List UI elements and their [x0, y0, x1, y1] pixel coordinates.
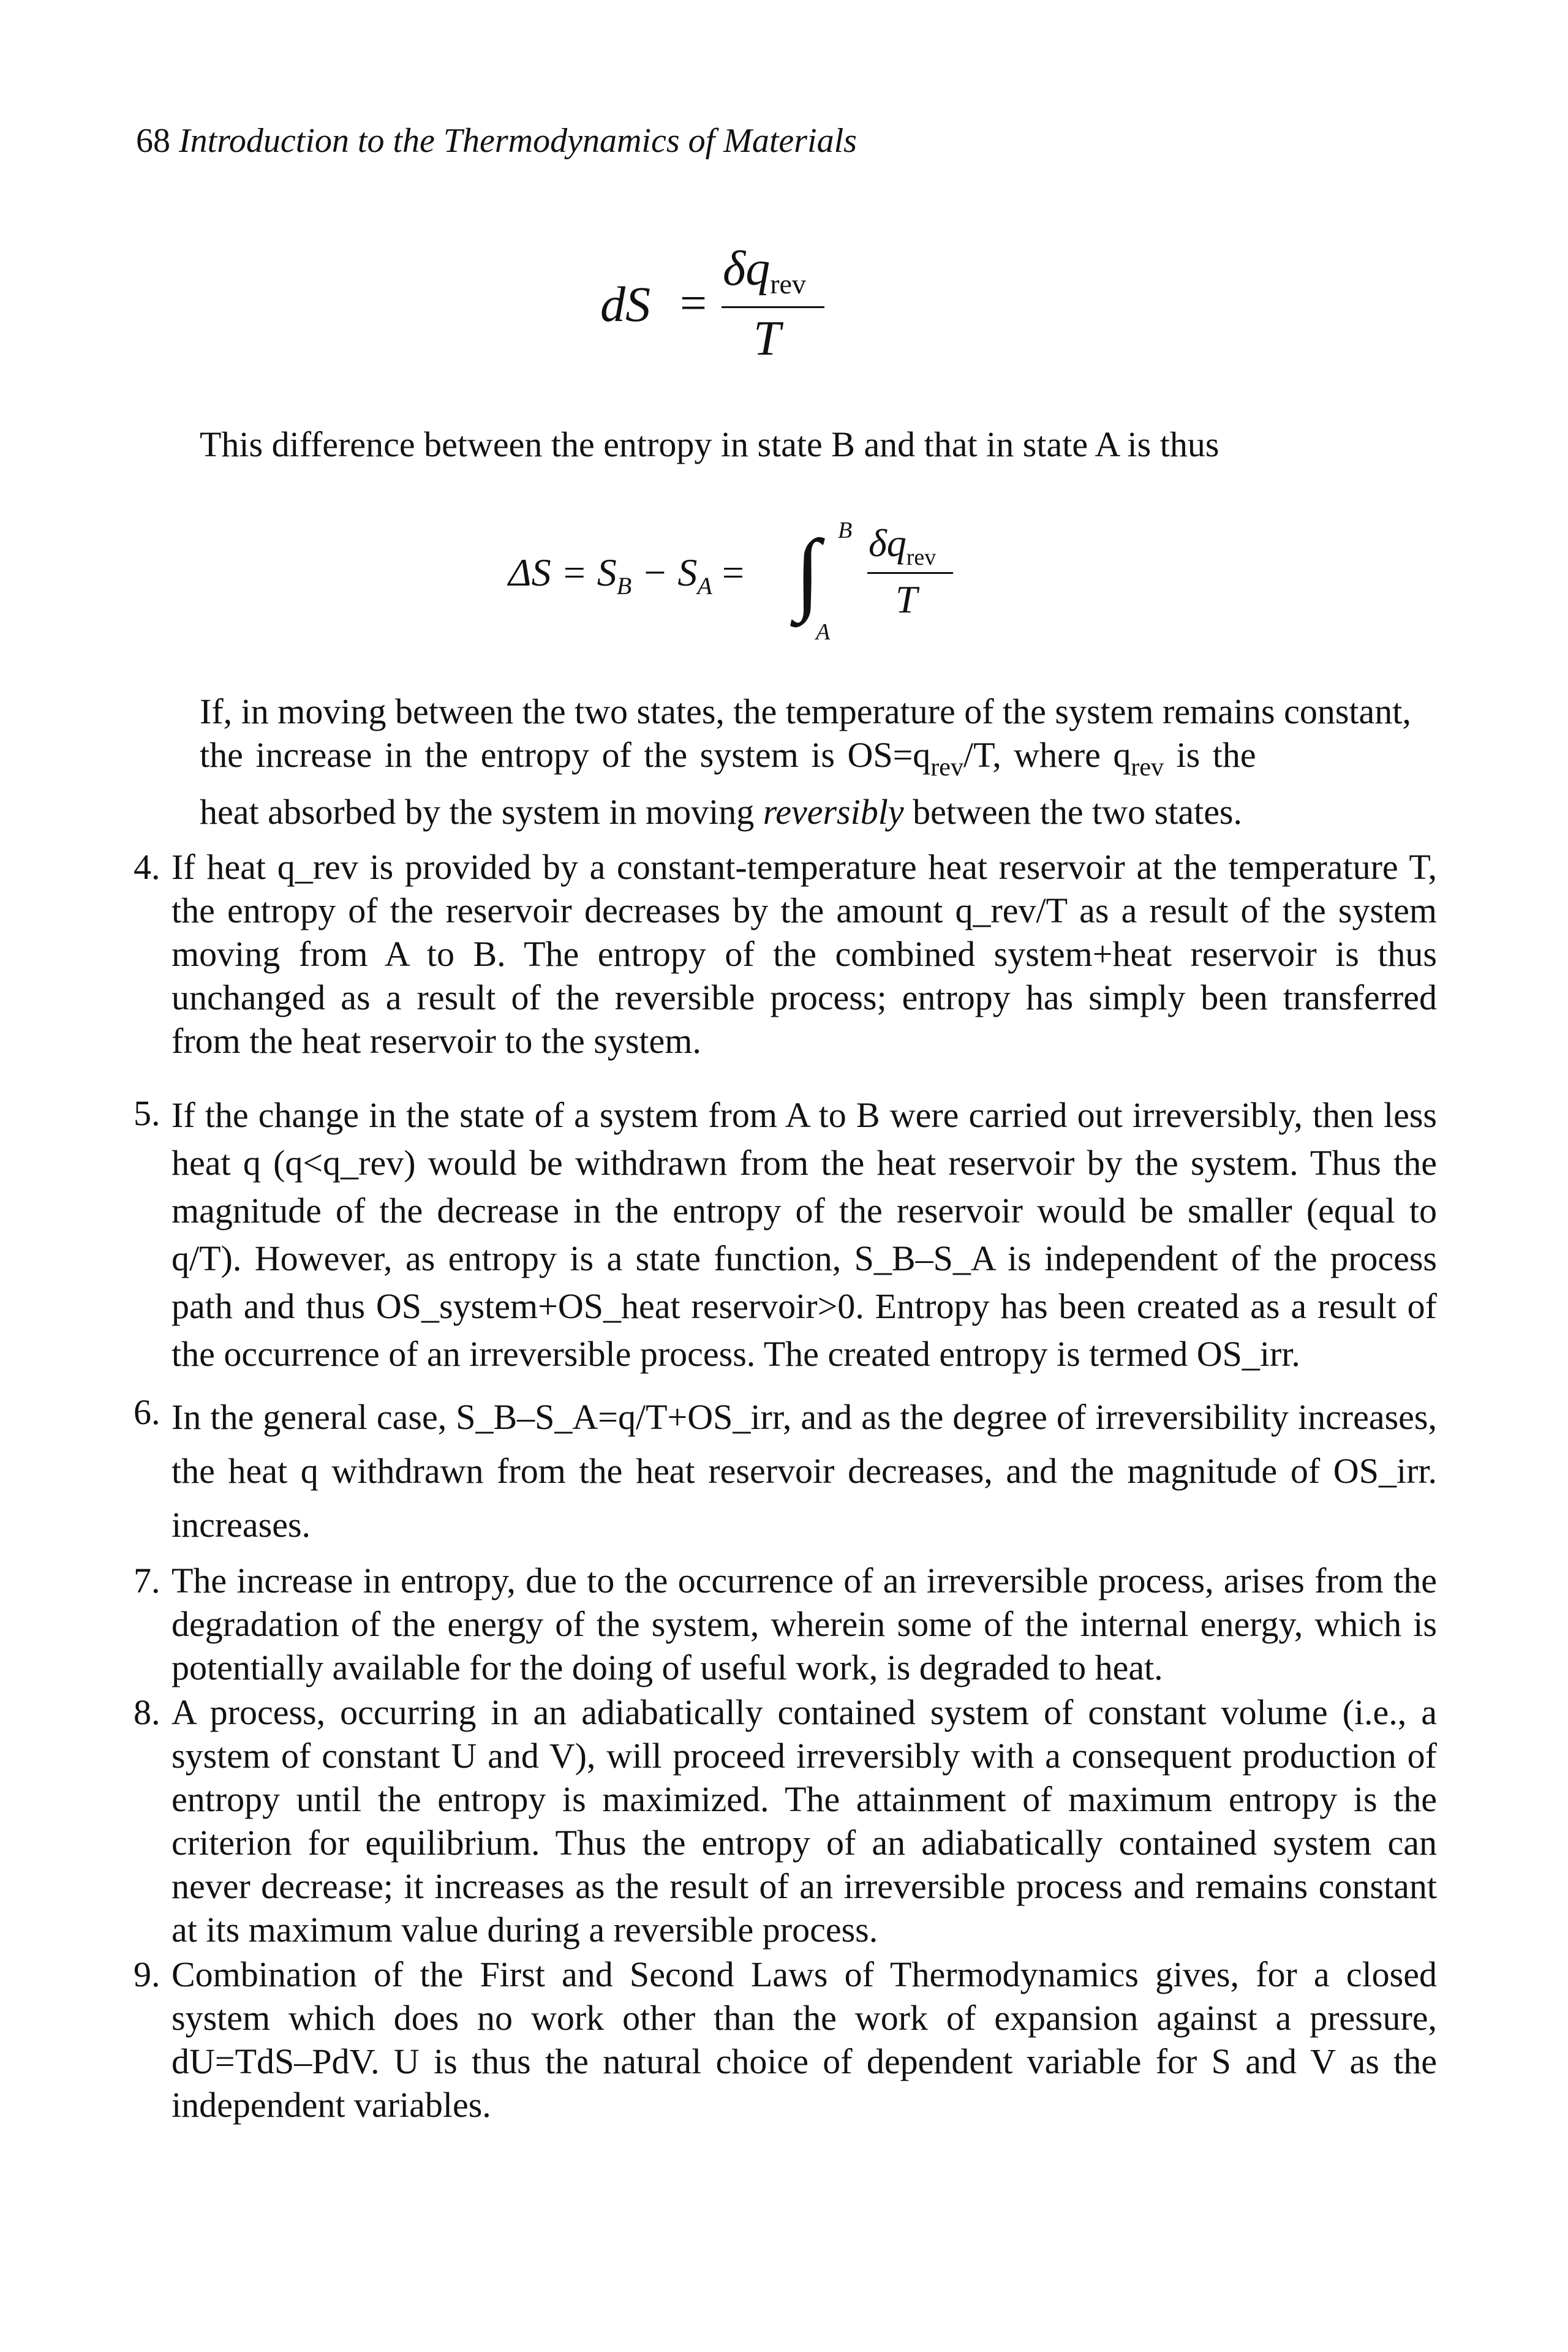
paragraph-constant-temperature: [200, 690, 1437, 834]
list-number: 8.: [134, 1692, 160, 1732]
eq1-fraction-bar: [722, 306, 824, 308]
eq1-numerator: $\delta q_{rev}$: [723, 242, 806, 300]
list-number: 5.: [134, 1093, 160, 1133]
integral-sign: ∫: [795, 521, 821, 623]
eq1-denominator: T: [753, 312, 781, 366]
eq2-fraction: [864, 521, 962, 643]
equation-delta-s: [508, 514, 974, 649]
list-item-text: In the general case, S_B–S_A=q/T+OS_irr, and as the degree of irreversibility increases, the heat q withdrawn from the heat reservoir decreases, and the magnitude of OS_irr. increases.: [172, 1397, 1437, 1545]
page-number: 68: [136, 122, 170, 160]
running-header: [136, 116, 857, 165]
list-number: 6.: [134, 1392, 160, 1432]
list-item-text: Combination of the First and Second Laws of Thermodynamics gives, for a closed system which does no work other than the work of expansion against a pressure, dU=TdS–PdV. U is thus the natural choice of dependent variable for S and V as the independent variables.: [172, 1954, 1437, 2125]
eq1-lhs: dS: [600, 276, 650, 332]
list-item-text: The increase in entropy, due to the occurrence of an irreversible process, arises from the degradation of the energy of the system, wherein some of the internal energy, which is potentially available for the doing of useful work, is degraded to heat.: [172, 1561, 1437, 1687]
para-line-3: heat absorbed by the system in moving reversibly between the two states.: [200, 792, 1243, 832]
integral-lower-limit: A: [816, 619, 831, 645]
para-line-1: If, in moving between the two states, the temperature of the system remains constant,: [200, 692, 1411, 731]
list-number: 9.: [134, 1954, 160, 1994]
book-title: Introduction to the Thermodynamics of Materials: [179, 122, 857, 160]
integral-upper-limit: B: [838, 518, 853, 543]
paragraph-intro: This difference between the entropy in state B and that in state A is thus: [200, 424, 1219, 464]
eq2-lhs: $\Delta S = S_B - S_A$ =: [508, 551, 744, 600]
list-number: 4.: [134, 847, 160, 887]
list-number: 7.: [134, 1561, 160, 1600]
list-item-text: If heat q_rev is provided by a constant-temperature heat reservoir at the temperature T, the entropy of the reservoir decreases by the amount q_rev/T as a result of the system moving from A to B. The entropy of the combined system+heat reservoir is thus unchanged as a result of the reversible process; entropy has simply been transferred from the heat reservoir to the system.: [172, 847, 1437, 1061]
eq1-equals: =: [680, 276, 707, 330]
equation-ds: [600, 242, 858, 368]
list-item-text: A process, occurring in an adiabatically contained system of constant volume (i.e., a system of constant U and V), will proceed irreversibly with a consequent production of entropy until the entropy is maximized. The attainment of maximum entropy is the criterion for equilibrium. Thus the entropy of an adiabatically contained system can never decrease; it increases as the result of an irreversible process and remains constant at its maximum value during a reversible process.: [172, 1692, 1437, 1950]
eq1-fraction: [717, 242, 827, 368]
eq2-denominator: T: [895, 578, 918, 621]
para-line-2: the increase in the entropy of the system is $OS=q_{rev}/T$, where $q_{rev}$ is the: [200, 735, 1256, 782]
eq2-numerator: $\delta q_{rev}$: [869, 521, 937, 570]
eq2-fraction-bar: [867, 572, 953, 574]
list-item-text: If the change in the state of a system from A to B were carried out irreversibly, then less heat q (q<q_rev) would be withdrawn from the heat reservoir by the system. Thus the magnitude of the decrease in the entropy of the reservoir would be smaller (equal to q/T). However, as entropy is a state function, S_B–S_A is independent of the process path and thus OS_system+OS_heat reservoir>0. Entropy has been created as a result of the occurrence of an irreversible process. The created entropy is termed OS_irr.: [172, 1095, 1437, 1374]
